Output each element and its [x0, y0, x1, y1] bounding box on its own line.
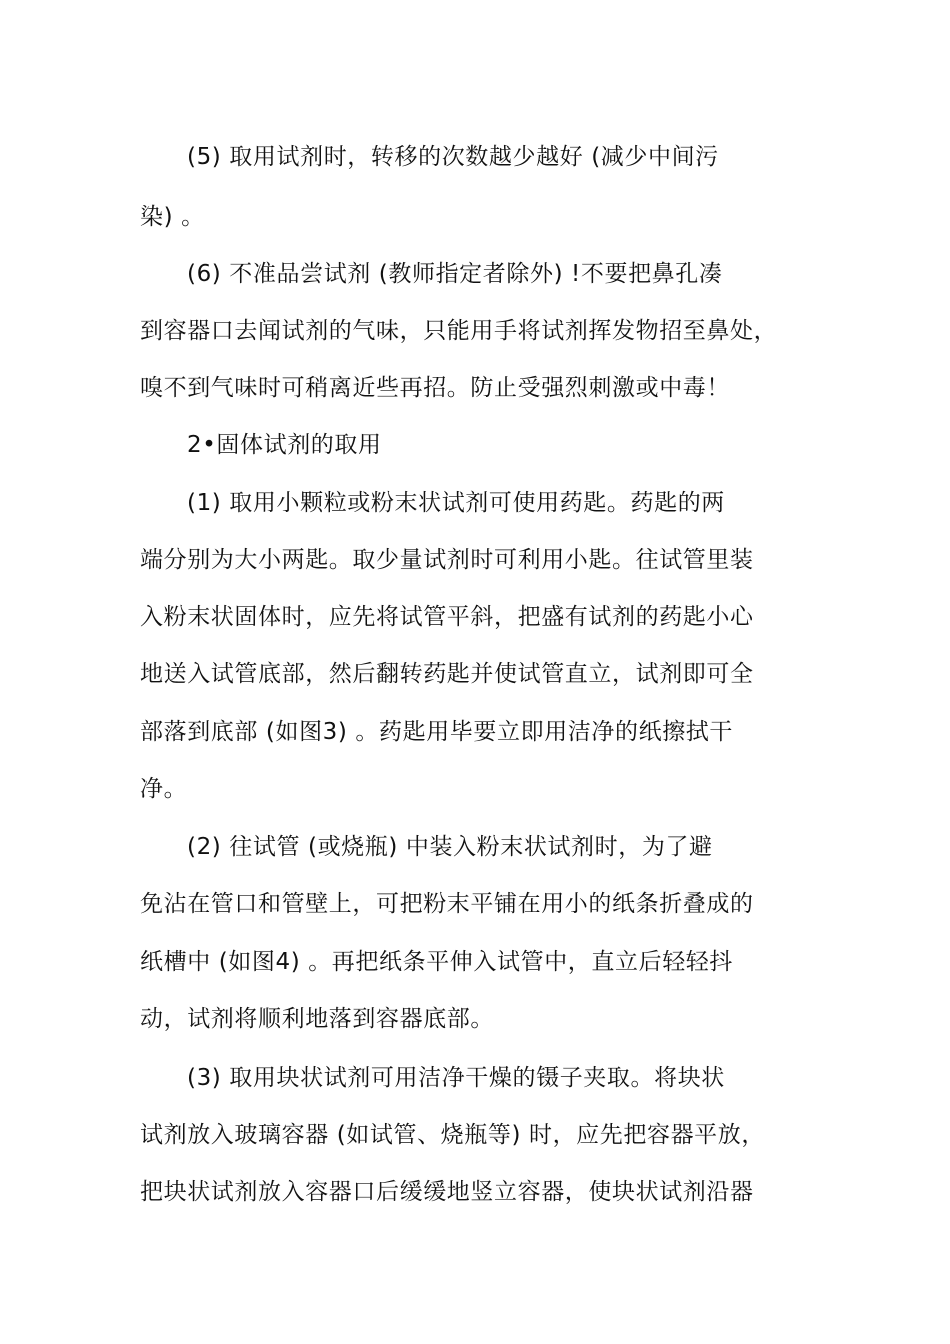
section-heading: 2•固体试剂的取用 — [187, 432, 382, 458]
text-line: (3) 取用块状试剂可用洁净干燥的镊子夹取。将块状 — [187, 1065, 725, 1091]
text-line: 地送入试管底部，然后翻转药匙并使试管直立，试剂即可全 — [140, 661, 754, 687]
text-line: 净。 — [140, 776, 188, 802]
text-line: (6) 不准品尝试剂 (教师指定者除外) !不要把鼻孔凑 — [187, 261, 723, 287]
text-line: 把块状试剂放入容器口后缓缓地竖立容器，使块状试剂沿器 — [140, 1179, 754, 1205]
text-line: 染) 。 — [140, 204, 205, 230]
text-line: 到容器口去闻试剂的气味，只能用手将试剂挥发物招至鼻处， — [140, 318, 778, 344]
text-line: (1) 取用小颗粒或粉末状试剂可使用药匙。药匙的两 — [187, 490, 725, 516]
text-line: 入粉末状固体时，应先将试管平斜，把盛有试剂的药匙小心 — [140, 604, 754, 630]
text-line: 试剂放入玻璃容器 (如试管、烧瓶等) 时，应先把容器平放， — [140, 1122, 765, 1148]
text-line: 纸槽中 (如图4) 。再把纸条平伸入试管中，直立后轻轻抖 — [140, 949, 734, 975]
text-line: 嗅不到气味时可稍离近些再招。防止受强烈刺激或中毒！ — [140, 375, 730, 401]
text-line: 端分别为大小两匙。取少量试剂时可利用小匙。往试管里装 — [140, 547, 754, 573]
text-line: 部落到底部 (如图3) 。药匙用毕要立即用洁净的纸擦拭干 — [140, 719, 734, 745]
text-line: 免沾在管口和管壁上，可把粉末平铺在用小的纸条折叠成的 — [140, 891, 754, 917]
text-line: (5) 取用试剂时，转移的次数越少越好 (减少中间污 — [187, 144, 719, 170]
text-line: 动，试剂将顺利地落到容器底部。 — [140, 1006, 494, 1032]
text-line: (2) 往试管 (或烧瓶) 中装入粉末状试剂时，为了避 — [187, 834, 713, 860]
